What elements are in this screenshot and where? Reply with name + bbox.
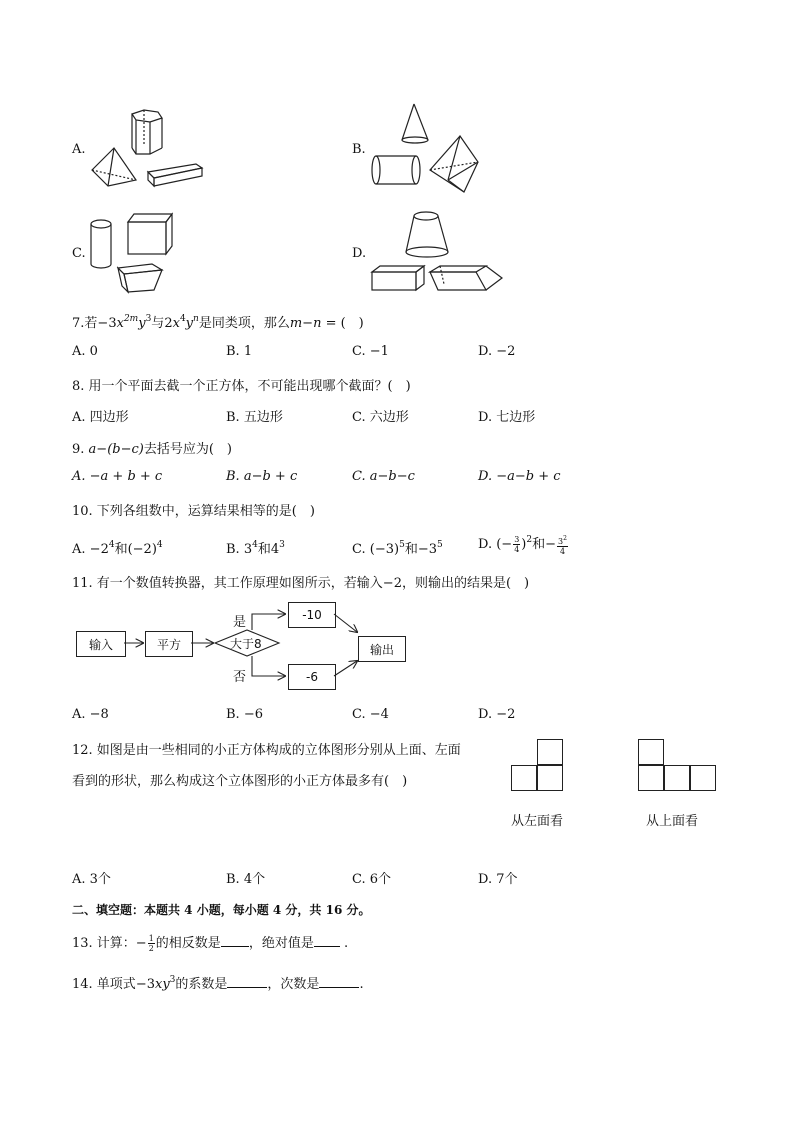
q12-choice-a: A. 3个 [72,872,111,887]
q6-option-d-label: D. [352,246,367,261]
q14-text-2: ，次数是 [267,977,320,992]
q14-math-3: 3 [169,975,176,985]
q7-math-4: y [138,316,146,331]
q10-c-5: 5 [437,540,443,550]
q14-text-1: 的系数是 [175,977,228,992]
q10-stem: 10. 下列各组数中，运算结果相等的是( ) [72,504,315,519]
q7-text-3: 是同类项，那么 [198,316,290,331]
q9-choice-c: C. a−b−c [352,469,415,484]
q7-text-4: = ( ) [321,316,364,331]
q13-stem [72,932,348,953]
q13-text-2: ，绝对值是 [248,936,314,951]
q12-choice-d: D. 7个 [478,872,518,887]
q9-choice-d: D. −a−b + c [478,469,561,484]
q7-math-10: n [193,314,199,324]
q10-d-frac-1-den: 4 [514,545,520,554]
q7-number: 7. [72,316,85,331]
q10-c-4: −3 [417,542,437,557]
q7-math-1: −3 [97,316,117,331]
q7-math-8: 4 [179,314,186,324]
q10-d-label: D. [478,537,493,552]
q10-b-4: 4 [270,542,280,557]
flow-condition-label: 大于8 [230,637,262,651]
q14-blank-1[interactable] [227,987,267,988]
q7-choice-c: C. −1 [352,344,389,359]
flow-input-box: 输入 [76,631,126,657]
top-view-cube-1 [638,765,664,791]
q14-math-1: −3 [135,977,155,992]
flow-yes-box: -10 [288,602,336,628]
q13-blank-1[interactable] [221,946,249,947]
q13-fraction-num: 1 [148,934,154,943]
q7-text-2: 与 [151,316,165,331]
left-view-cube-bottom-right [537,765,563,791]
flow-yes-label: 是 [233,615,247,630]
q8-choice-b: B. 五边形 [226,410,283,425]
q12-stem-line2: 看到的形状，那么构成这个立体图形的小正方体最多有( ) [72,774,408,789]
flow-no-box: -6 [288,664,336,690]
q7-text-1: 若 [84,316,98,331]
q10-c-1: (−3) [369,542,400,557]
q9-expression: a−(b−c) [88,442,144,457]
q10-d-5: − [545,537,557,552]
q7-choice-d: D. −2 [478,344,516,359]
flow-square-box: 平方 [145,631,193,657]
q7-math-3: 2m [123,314,139,324]
q8-choice-a: A. 四边形 [72,410,129,425]
q11-choice-d: D. −2 [478,707,516,722]
q14-end: . [359,977,364,992]
q9-choice-b: B. a−b + c [226,469,298,484]
q10-a-4: (−2) [127,542,157,557]
q12-stem-line1: 12. 如图是由一些相同的小正方体构成的立体图形分别从上面、左面 [72,743,461,758]
q13-text-1: 的相反数是 [155,936,221,951]
q7-choice-b: B. 1 [226,344,253,359]
q10-b-5: 3 [279,540,285,550]
q8-choice-c: C. 六边形 [352,410,409,425]
q7-math-2: x [116,316,124,331]
q11-choice-b: B. −6 [226,707,263,722]
q10-d-4: 和 [532,537,546,552]
q8-stem: 8. 用一个平面去截一个正方体，不可能出现哪个截面？( ) [72,379,411,394]
q10-c-3: 和 [404,542,418,557]
q8-choice-d: D. 七边形 [478,410,536,425]
q7-math-5: 3 [145,314,152,324]
q7-math-11: m−n [289,316,322,331]
q10-b-2: 4 [252,540,258,550]
q7-choice-a: A. 0 [72,344,98,359]
q9-number: 9. [72,442,85,457]
q10-d-1: (− [496,537,513,552]
flow-no-label: 否 [233,670,247,685]
q9-text: 去括号应为( ) [143,442,232,457]
left-view-cube-bottom-left [511,765,537,791]
top-view-cube-3 [690,765,716,791]
flow-output-box: 输出 [358,636,406,662]
q7-math-9: y [185,316,194,331]
q13-label: 13. 计算：− [72,936,147,951]
q14-math-2: xy [154,977,170,992]
q9-choice-a: A. −a + b + c [72,469,163,484]
q11-choice-a: A. −8 [72,707,109,722]
q13-blank-2[interactable] [314,946,340,947]
q14-stem [72,973,364,992]
q11-stem: 11. 有一个数值转换器，其工作原理如图所示，若输入−2，则输出的结果是( ) [72,576,530,591]
q10-d-frac-2-num-base: 3 [558,536,564,546]
q10-a-2: 4 [108,540,115,550]
q6-option-a-label: A. [72,142,86,157]
top-view-cube-top [638,739,664,765]
q10-a-5: 4 [156,540,163,550]
q10-d-frac-1-num: 3 [514,535,520,544]
q11-choice-c: C. −4 [352,707,389,722]
q13-end: . [343,936,349,951]
q6-option-c-label: C. [72,246,86,261]
left-view-cube-top [537,739,563,765]
q10-c-2: 5 [399,540,405,550]
q14-blank-2[interactable] [319,987,359,988]
q10-b-3: 和 [257,542,271,557]
section-2-title: 二、填空题：本题共 4 小题，每小题 4 分，共 16 分。 [72,903,371,917]
top-view-cube-2 [664,765,690,791]
q10-d-2: ) [521,537,527,552]
q13-fraction-den: 2 [148,944,154,953]
q7-math-7: x [172,316,180,331]
q10-d-frac-2-den: 4 [559,546,566,556]
q6-option-b-label: B. [352,142,366,157]
q10-a-3: 和 [114,542,128,557]
q10-b-1: 3 [243,542,253,557]
q12-top-caption: 从上面看 [646,814,699,829]
q13-fraction [148,934,155,953]
q10-a-label: A. [72,542,86,557]
q10-a-1: −2 [89,542,109,557]
q12-choice-b: B. 4个 [226,872,266,887]
q10-c-label: C. [352,542,366,557]
q12-left-caption: 从左面看 [511,814,564,829]
q10-d-3: 2 [526,535,533,545]
q7-math-6: 2 [164,316,173,331]
q12-choice-c: C. 6个 [352,872,392,887]
q10-b-label: B. [226,542,240,557]
q10-d-frac-2-num-exp: 2 [563,534,567,542]
q14-label: 14. 单项式 [72,977,136,992]
